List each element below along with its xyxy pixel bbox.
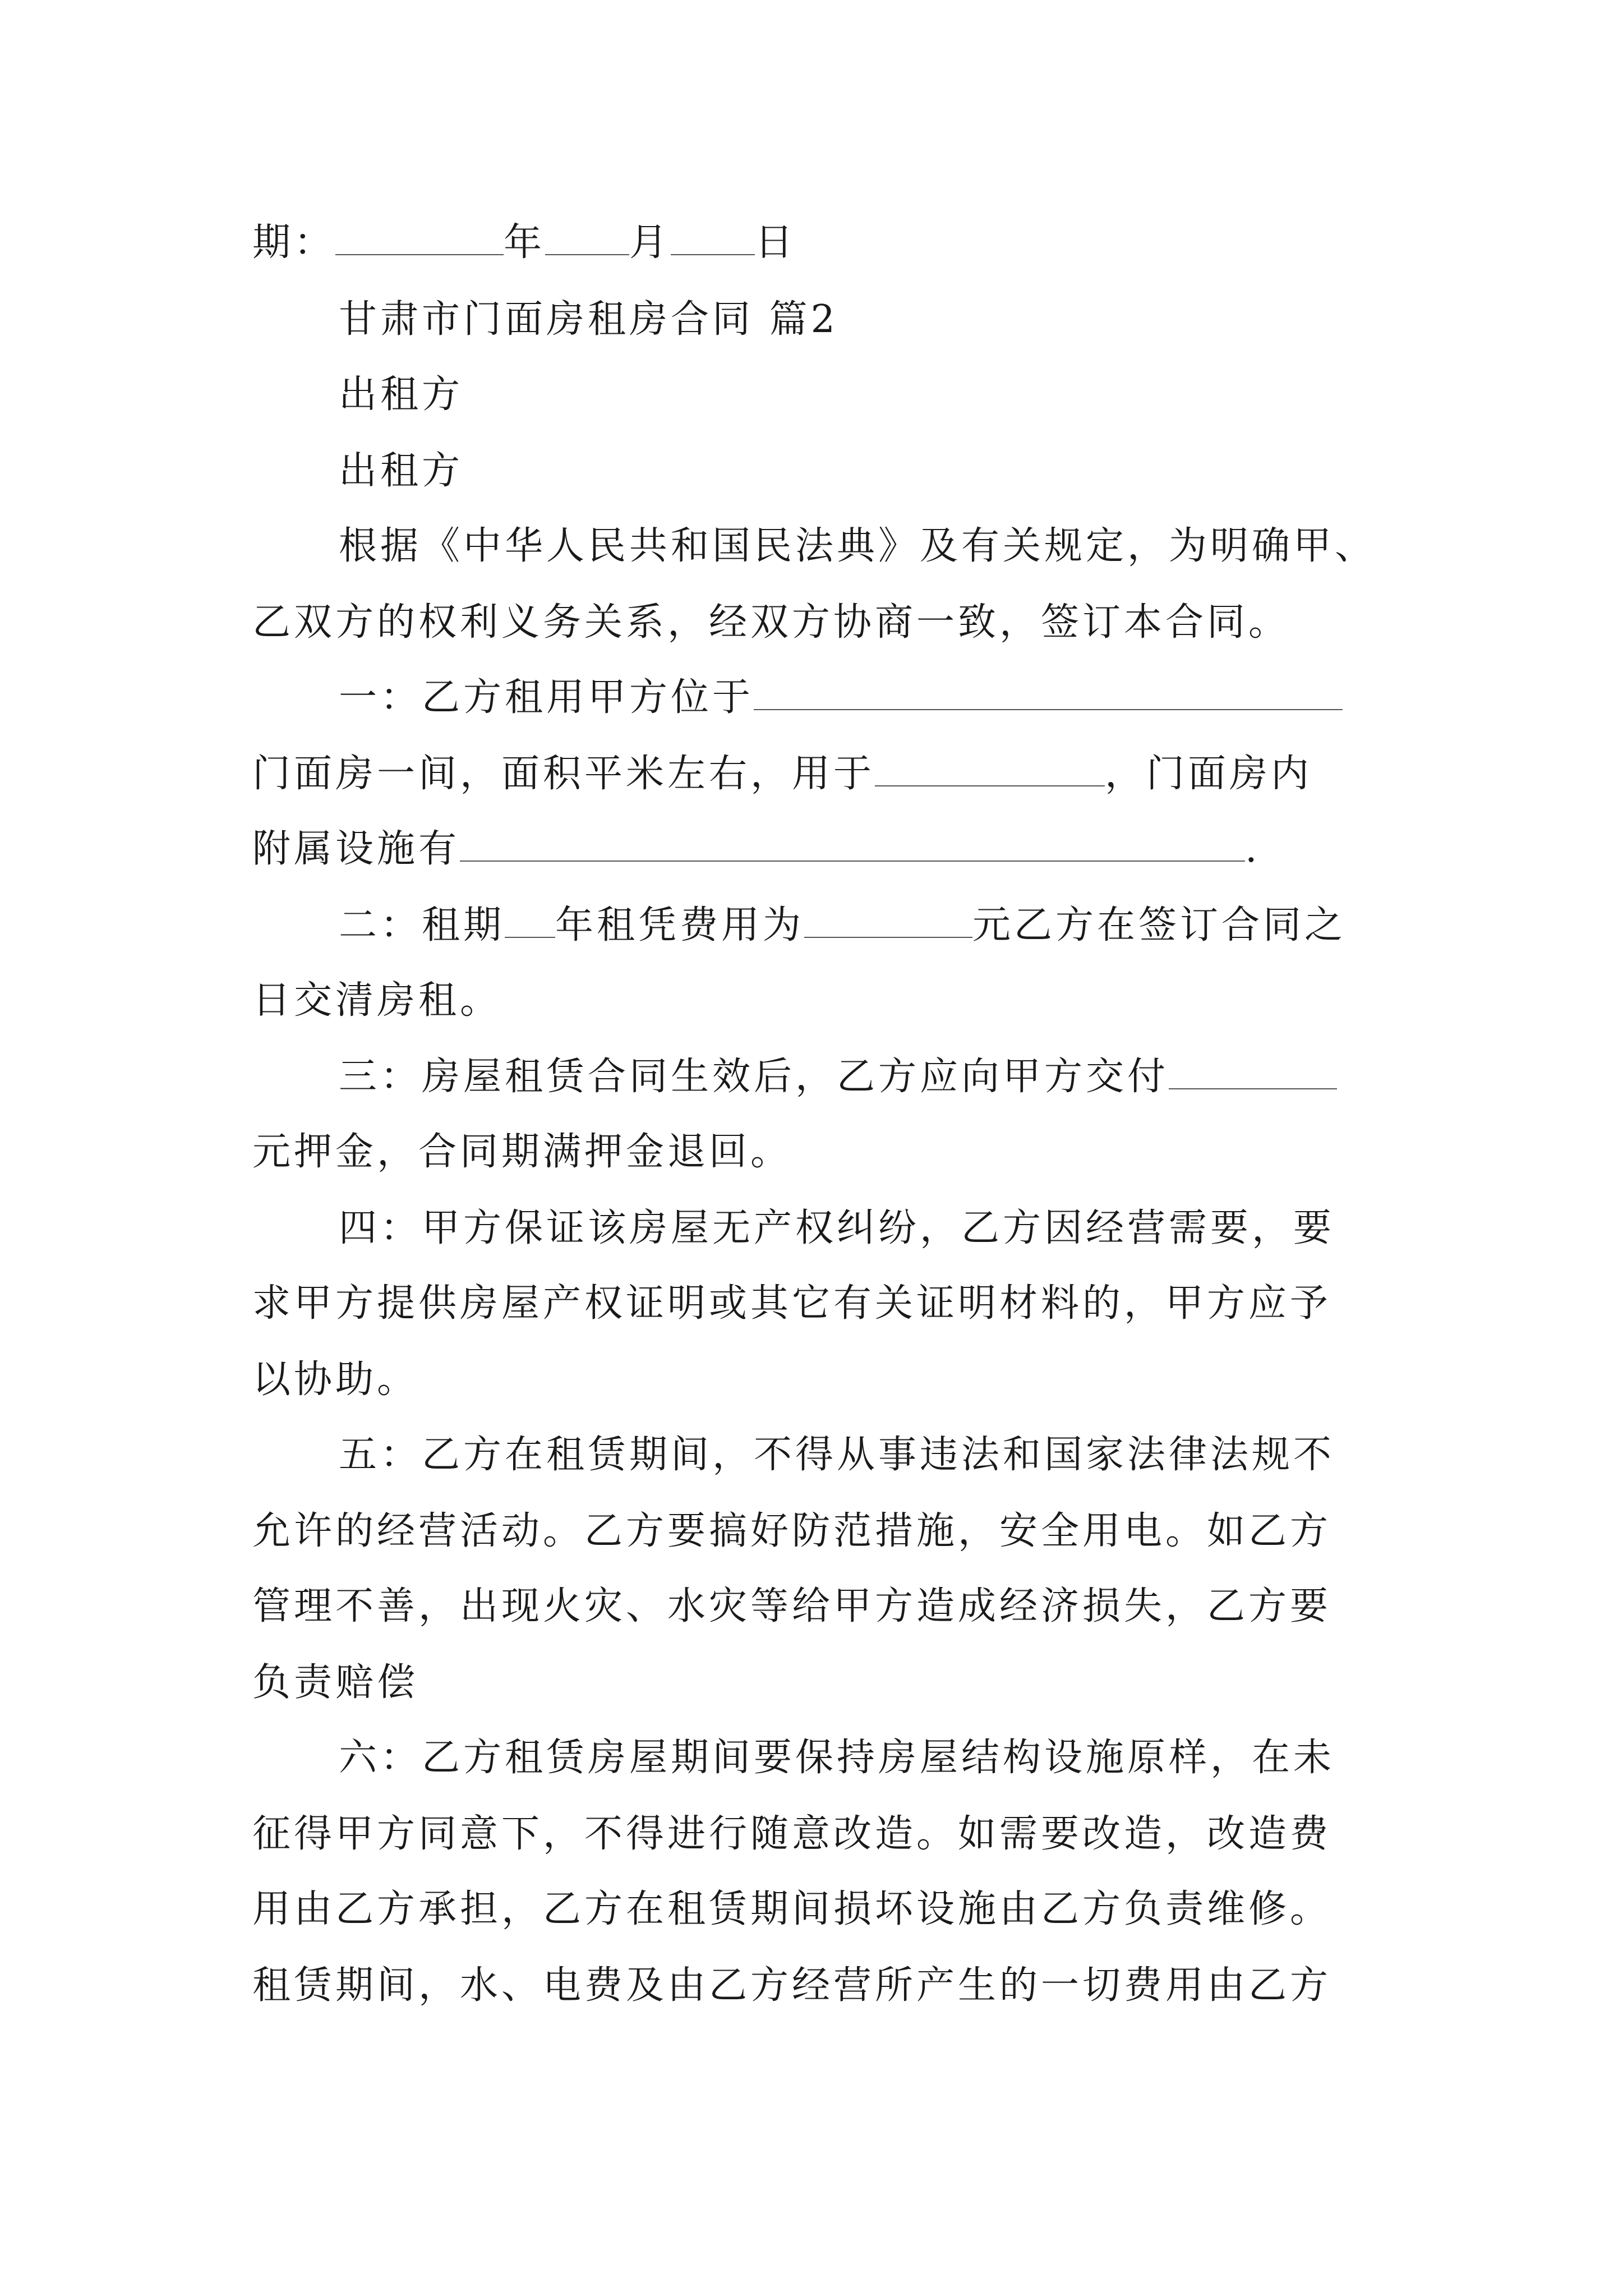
clause-1-text: 一：乙方租用甲方位于 bbox=[339, 675, 754, 720]
term-blank bbox=[505, 902, 555, 938]
clause-5-line-4: 负责赔偿 bbox=[252, 1660, 419, 1705]
month-label: 月 bbox=[629, 220, 671, 265]
clause-3-text: 三：房屋租赁合同生效后，乙方应向甲方交付 bbox=[339, 1055, 1169, 1099]
location-blank bbox=[754, 674, 1343, 710]
clause-1-line-2 bbox=[252, 746, 1391, 802]
clause-1-text-3b: . bbox=[1245, 827, 1261, 871]
clause-2-line-1 bbox=[339, 898, 1391, 954]
year-blank bbox=[335, 219, 504, 255]
day-blank bbox=[671, 219, 755, 255]
preamble-line-1: 根据《中华人民共和国民法典》及有关规定，为明确甲、 bbox=[339, 524, 1377, 568]
clause-1-text-3a: 附属设施有 bbox=[252, 827, 460, 871]
clause-6-line-3: 用由乙方承担，乙方在租赁期间损坏设施由乙方负责维修。 bbox=[252, 1887, 1332, 1931]
clause-4-line-3: 以协助。 bbox=[252, 1358, 419, 1402]
year-label: 年 bbox=[504, 220, 546, 265]
clause-4-line-1: 四：甲方保证该房屋无产权纠纷，乙方因经营需要，要 bbox=[339, 1206, 1335, 1250]
clause-6-line-1: 六：乙方租赁房屋期间要保持房屋结构设施原样，在未 bbox=[339, 1736, 1335, 1780]
clause-6-line-2: 征得甲方同意下，不得进行随意改造。如需要改造，改造费 bbox=[252, 1812, 1332, 1856]
clause-4-line-2: 求甲方提供房屋产权证明或其它有关证明材料的，甲方应予 bbox=[252, 1281, 1332, 1326]
month-blank bbox=[545, 219, 629, 255]
clause-2-text-c: 元乙方在签订合同之 bbox=[972, 903, 1347, 947]
clause-2-text-b: 年租凭费用为 bbox=[555, 903, 805, 947]
clause-1-text-2a: 门面房一间，面积平米左右，用于 bbox=[252, 752, 875, 796]
date-prefix: 期： bbox=[252, 220, 336, 265]
clause-3-line-2: 元押金，合同期满押金退回。 bbox=[252, 1130, 792, 1174]
facilities-blank bbox=[460, 826, 1245, 862]
clause-5-line-2: 允许的经营活动。乙方要搞好防范措施，安全用电。如乙方 bbox=[252, 1509, 1332, 1553]
clause-3-line-1 bbox=[339, 1049, 1391, 1105]
clause-5-line-3: 管理不善，出现火灾、水灾等给甲方造成经济损失，乙方要 bbox=[252, 1584, 1332, 1628]
preamble-line-2: 乙双方的权利义务关系，经双方协商一致，签订本合同。 bbox=[252, 600, 1290, 645]
party-lessor-1: 出租方 bbox=[339, 372, 464, 417]
clause-6-line-4: 租赁期间，水、电费及由乙方经营所产生的一切费用由乙方 bbox=[252, 1963, 1332, 2008]
usage-blank bbox=[875, 751, 1105, 786]
clause-2-line-2: 日交清房租。 bbox=[252, 978, 502, 1023]
section-title: 甘肃市门面房租房合同 篇2 bbox=[339, 297, 838, 342]
clause-5-line-1: 五：乙方在租赁期间，不得从事违法和国家法律法规不 bbox=[339, 1433, 1335, 1477]
date-line bbox=[252, 215, 1391, 271]
deposit-blank bbox=[1169, 1053, 1337, 1089]
day-label: 日 bbox=[755, 220, 797, 265]
party-lessor-2: 出租方 bbox=[339, 449, 464, 493]
rent-blank bbox=[804, 902, 972, 938]
clause-1-line-3 bbox=[252, 821, 1391, 877]
clause-2-text-a: 二：租期 bbox=[339, 903, 505, 947]
clause-1-text-2b: ，门面房内 bbox=[1105, 752, 1313, 796]
clause-1-line-1 bbox=[339, 670, 1391, 726]
